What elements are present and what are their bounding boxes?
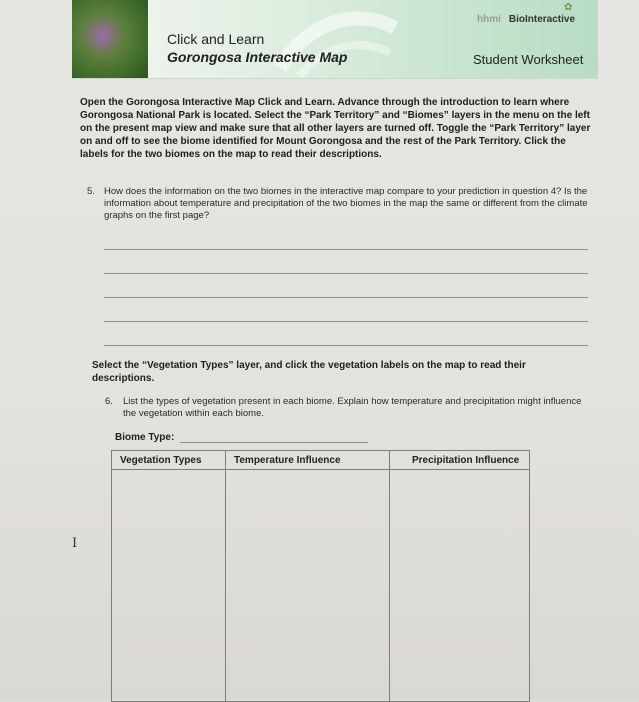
answer-line[interactable]: [104, 345, 588, 346]
biome-type-label: Biome Type:: [115, 432, 175, 443]
biome-type-line[interactable]: [180, 442, 368, 443]
temperature-influence-cell[interactable]: [226, 470, 390, 702]
header-precipitation-influence: Precipitation Influence: [390, 451, 530, 470]
text-cursor-icon: I: [72, 536, 78, 551]
question5-number: 5.: [87, 186, 95, 197]
brand-hhmi: hhmi: [477, 14, 501, 25]
vegetation-instructions: Select the “Vegetation Types” layer, and click the vegetation labels on the map to read their descriptions.: [92, 360, 526, 384]
table-header-row: [112, 451, 530, 470]
answer-line[interactable]: [104, 273, 588, 274]
table-row: [112, 470, 530, 702]
header-title-line1: Click and Learn: [167, 31, 265, 47]
precipitation-influence-cell[interactable]: [390, 470, 530, 702]
header-temperature-influence: Temperature Influence: [226, 451, 390, 470]
header-title-line2: Gorongosa Interactive Map: [167, 49, 348, 65]
answer-line[interactable]: [104, 249, 588, 250]
answer-line[interactable]: [104, 297, 588, 298]
question6-text: List the types of vegetation present in each biome. Explain how temperature and precipitation might influence the vegetation within each biome.: [123, 396, 582, 419]
question5-text: How does the information on the two biomes in the interactive map compare to your prediction in question 4? Is the information about temperature and precipitation of the two biomes in the map the same or different from the climate graphs on the first page?: [104, 186, 588, 221]
brand-name: BioInteractive: [508, 14, 576, 25]
brand-logo: [477, 14, 575, 25]
vegetation-types-cell[interactable]: [112, 470, 226, 702]
biointeractive-logo-icon: ✿: [564, 2, 573, 13]
header-swirl-graphic: [270, 8, 400, 78]
intro-instructions: Open the Gorongosa Interactive Map Click and Learn. Advance through the introduction to learn where Gorongosa National Park is located. Select the “Park Territory” and “Biomes” layers in the menu on the left on the present map view and make sure that all other layers are turned off. Toggle the “Park Territory” layer on and off to see the biome identified for Mount Gorongosa and the rest of the Park Territory. Click the labels for the two biomes on the map to read their descriptions.: [80, 97, 591, 160]
answer-line[interactable]: [104, 321, 588, 322]
header-photo: [72, 0, 148, 78]
header-vegetation-types: Vegetation Types: [112, 451, 226, 470]
question6-number: 6.: [105, 396, 113, 407]
vegetation-table: [111, 450, 530, 702]
worksheet-label: Student Worksheet: [473, 52, 584, 67]
